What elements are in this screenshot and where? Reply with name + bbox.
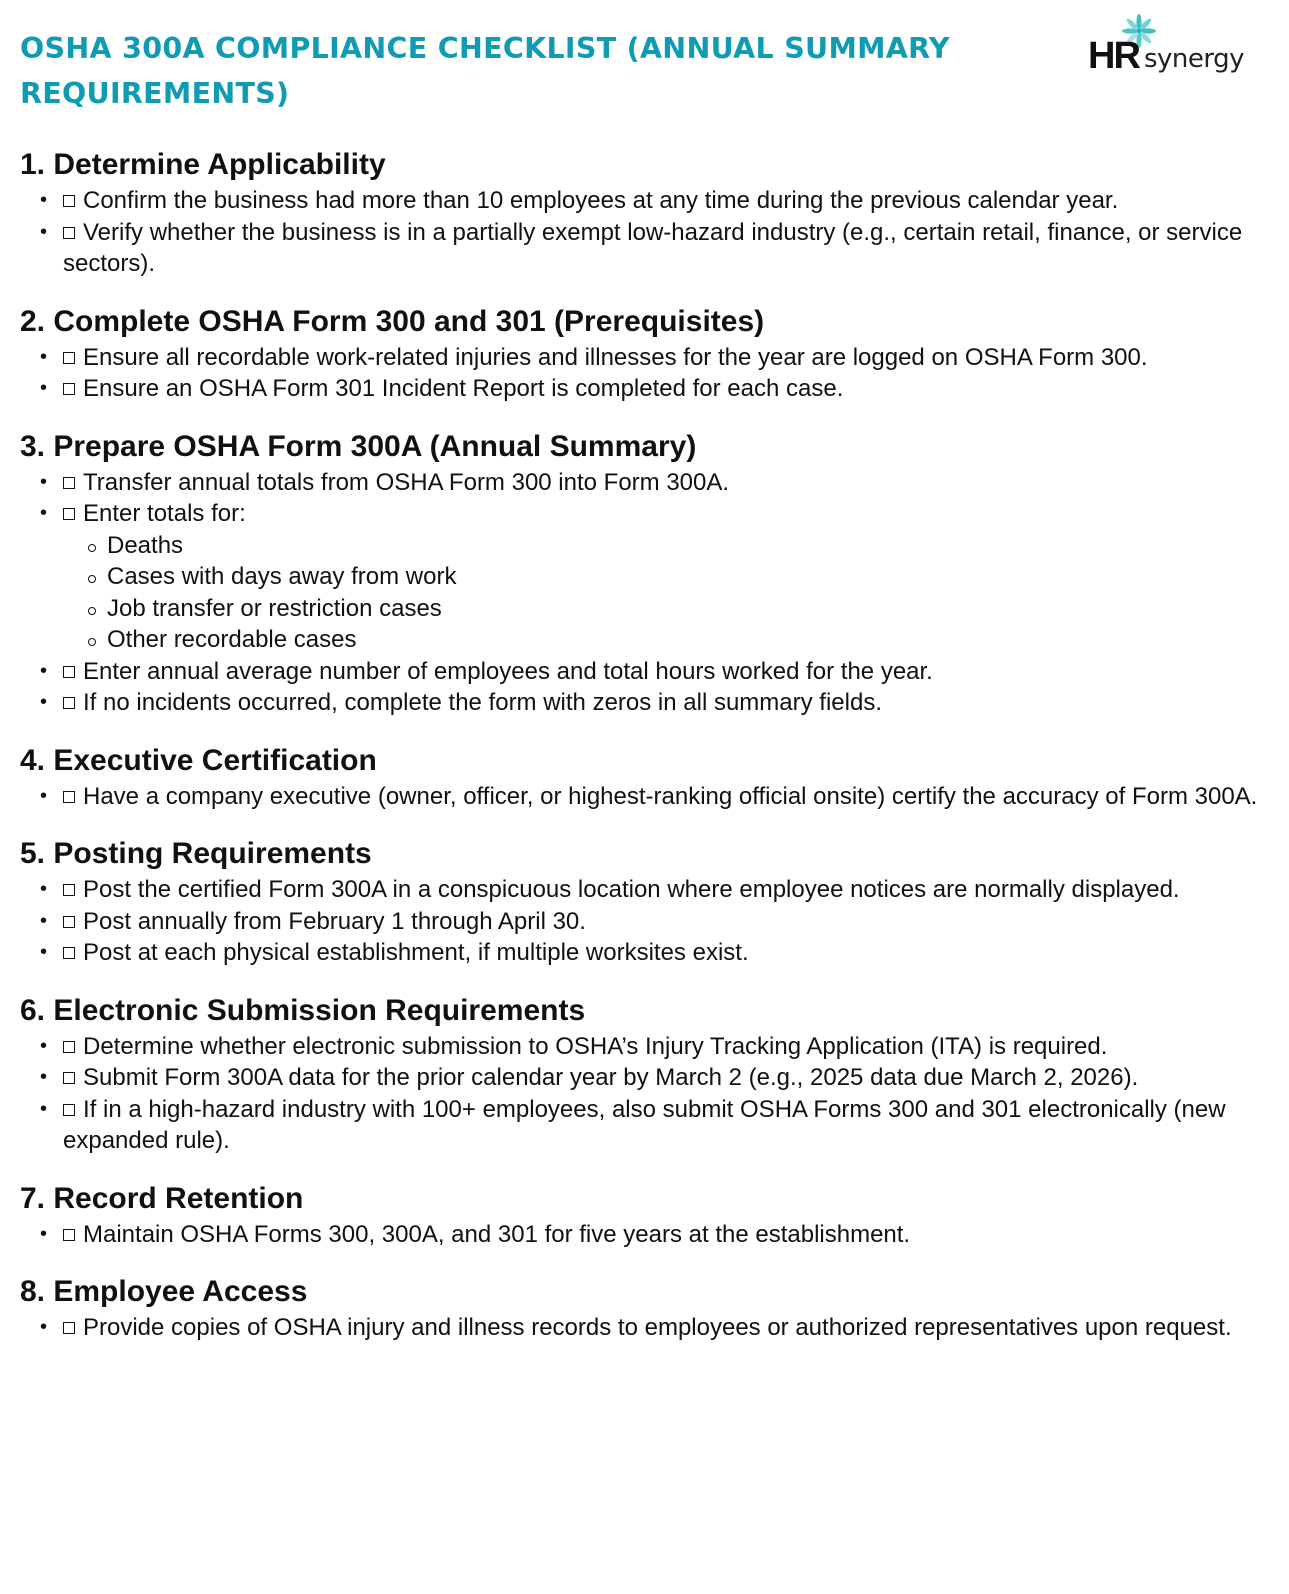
item-text: Transfer annual totals from OSHA Form 300 into Form 300A.: [83, 468, 730, 496]
checklist-item[interactable]: [20, 342, 1270, 374]
section-applicability: [20, 145, 1270, 280]
section-heading: 7. Record Retention: [20, 1181, 304, 1215]
item-text: Ensure an OSHA Form 301 Incident Report is completed for each case.: [83, 375, 844, 402]
sub-item: Cases with days away from work: [63, 561, 1270, 593]
checklist-item[interactable]: [20, 185, 1270, 217]
checklist-item[interactable]: [20, 874, 1270, 906]
section-heading: 6. Electronic Submission Requirements: [20, 993, 586, 1027]
checklist-item[interactable]: [20, 937, 1270, 969]
checkbox-icon[interactable]: [63, 916, 75, 928]
checklist-item[interactable]: [20, 687, 1270, 719]
page-title: OSHA 300A COMPLIANCE CHECKLIST (ANNUAL SUMMARY REQUIREMENTS): [20, 32, 950, 110]
section-heading: 3. Prepare OSHA Form 300A (Annual Summary): [20, 429, 697, 463]
checklist-item[interactable]: [20, 781, 1270, 813]
checkbox-icon[interactable]: [63, 666, 75, 678]
checkbox-icon[interactable]: [63, 1229, 75, 1241]
checklist-item[interactable]: [20, 1094, 1270, 1157]
checklist-item[interactable]: [20, 906, 1270, 938]
checkbox-icon[interactable]: [63, 1072, 75, 1084]
item-text: Confirm the business had more than 10 employees at any time during the previous calendar year.: [83, 187, 1119, 214]
sub-item: Job transfer or restriction cases: [63, 593, 1270, 625]
checklist-item[interactable]: [20, 1062, 1270, 1094]
hr-synergy-logo: [1088, 14, 1260, 76]
item-text: If no incidents occurred, complete the form with zeros in all summary fields.: [83, 689, 882, 716]
item-text: Ensure all recordable work-related injuries and illnesses for the year are logged on OSHA Form 300.: [83, 343, 1148, 371]
sub-item: Deaths: [63, 530, 1270, 562]
section-electronic-submission: [20, 991, 1270, 1157]
checkbox-icon[interactable]: [63, 227, 75, 239]
section-executive-certification: [20, 741, 1270, 813]
checkbox-icon[interactable]: [63, 383, 75, 395]
checklist-item[interactable]: [20, 373, 1270, 405]
item-text: Provide copies of OSHA injury and illness records to employees or authorized representatives upon request.: [83, 1314, 1232, 1341]
logo-synergy-text: synergy: [1144, 44, 1245, 74]
section-posting: [20, 834, 1270, 969]
checkbox-icon[interactable]: [63, 947, 75, 959]
checklist-item[interactable]: [20, 1312, 1270, 1344]
item-text: Submit Form 300A data for the prior calendar year by March 2 (e.g., 2025 data due March 2, 2026).: [83, 1064, 1139, 1091]
checkbox-icon[interactable]: [63, 1322, 75, 1334]
section-heading: 4. Executive Certification: [20, 743, 377, 777]
checkbox-icon[interactable]: [63, 352, 75, 364]
item-text: Enter totals for:: [83, 500, 246, 527]
section-prerequisites: [20, 302, 1270, 405]
section-heading: 5. Posting Requirements: [20, 837, 372, 870]
checklist-item[interactable]: [20, 217, 1270, 280]
checklist: [20, 145, 1270, 1366]
item-text: Have a company executive (owner, officer, or highest-ranking official onsite) certify the accuracy of Form 300A.: [83, 782, 1258, 810]
item-text: Maintain OSHA Forms 300, 300A, and 301 for five years at the establishment.: [83, 1220, 911, 1248]
checkbox-icon[interactable]: [63, 195, 75, 207]
item-text: Verify whether the business is in a partially exempt low-hazard industry (e.g., certain retail, finance, or service sectors).: [63, 218, 1243, 277]
section-employee-access: [20, 1272, 1270, 1344]
checklist-item[interactable]: [20, 498, 1270, 656]
checklist-item[interactable]: [20, 656, 1270, 688]
item-text: If in a high-hazard industry with 100+ employees, also submit OSHA Forms 300 and 301 electronically (new expanded rule).: [63, 1095, 1226, 1154]
checklist-item[interactable]: [20, 467, 1270, 499]
checkbox-icon[interactable]: [63, 1041, 75, 1053]
checkbox-icon[interactable]: [63, 1104, 75, 1116]
section-record-retention: [20, 1179, 1270, 1251]
section-heading: 8. Employee Access: [20, 1275, 308, 1308]
checkbox-icon[interactable]: [63, 508, 75, 520]
totals-sublist: [63, 530, 1270, 656]
checklist-item[interactable]: [20, 1219, 1270, 1251]
section-prepare-300a: [20, 427, 1270, 719]
item-text: Post the certified Form 300A in a conspicuous location where employee notices are normally displayed.: [83, 876, 1180, 903]
item-text: Post at each physical establishment, if multiple worksites exist.: [83, 939, 749, 966]
checkbox-icon[interactable]: [63, 884, 75, 896]
item-text: Post annually from February 1 through April 30.: [83, 907, 586, 935]
section-heading: 2. Complete OSHA Form 300 and 301 (Prerequisites): [20, 304, 765, 338]
sub-item: Other recordable cases: [63, 624, 1270, 656]
checkbox-icon[interactable]: [63, 477, 75, 489]
section-heading: 1. Determine Applicability: [20, 148, 386, 181]
checkbox-icon[interactable]: [63, 697, 75, 709]
item-text: Enter annual average number of employees and total hours worked for the year.: [83, 657, 933, 685]
logo-hr-text: HR: [1088, 35, 1139, 77]
checkbox-icon[interactable]: [63, 791, 75, 803]
checklist-item[interactable]: [20, 1031, 1270, 1063]
item-text: Determine whether electronic submission to OSHA’s Injury Tracking Application (ITA) is required.: [83, 1032, 1108, 1060]
